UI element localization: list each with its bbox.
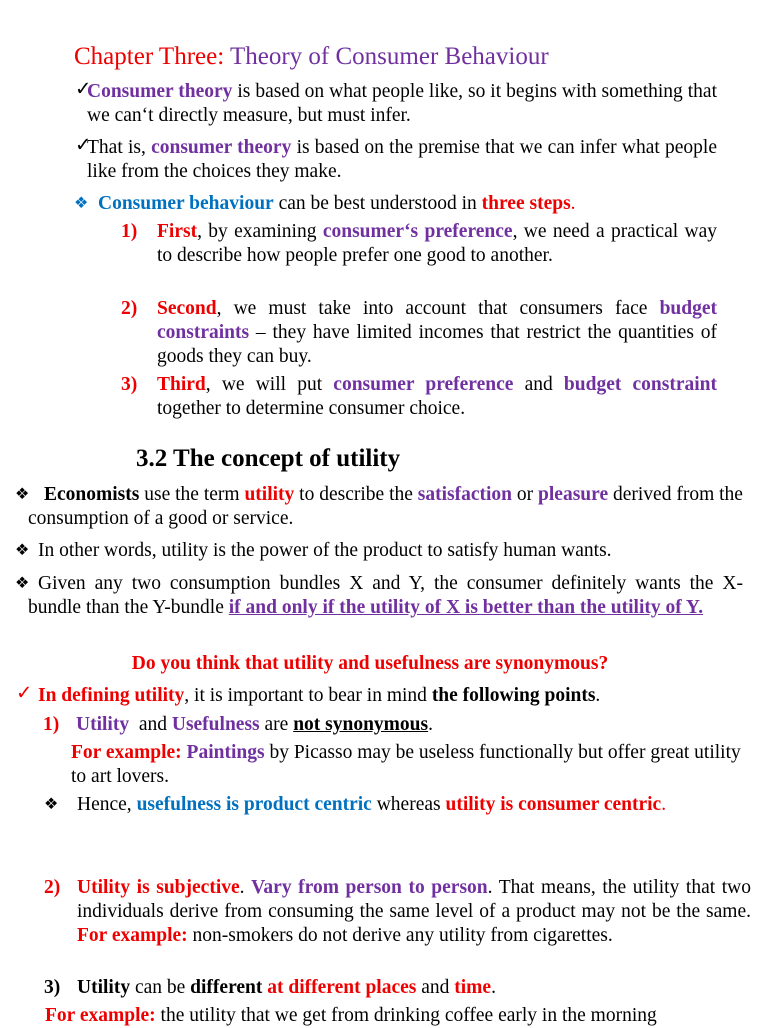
step-word: Second xyxy=(157,298,217,319)
example-3 xyxy=(45,1004,755,1028)
step-number: 3) xyxy=(121,374,138,395)
bullet-text: Given any two consumption bundles X and Y, the consumer definitely wants the X-bundle than the Y-bundle xyxy=(28,573,743,618)
term-pleasure: pleasure xyxy=(538,484,609,505)
point-text: can be xyxy=(130,977,191,998)
step-term: consumer‘s preference xyxy=(322,221,513,242)
term-usefulness: Usefulness xyxy=(171,714,260,735)
point-number: 2) xyxy=(44,877,61,898)
example-label: For example: xyxy=(45,1005,156,1026)
intro-text-3-end: . xyxy=(570,193,576,214)
term-different-places: at different places xyxy=(267,977,417,998)
chapter-prefix: Chapter Three: xyxy=(74,43,225,70)
example-text: by Picasso may be useless functionally but offer great utility to art lovers. xyxy=(71,742,741,787)
step-text: , we need a practical way to describe how people prefer one good to another. xyxy=(157,221,717,266)
emphasis-iff-utility: if and only if the utility of X is better than the utility of Y. xyxy=(228,597,704,618)
point-text: non-smokers do not derive any utility from cigarettes. xyxy=(187,925,613,946)
intro-paragraph-1 xyxy=(75,79,717,128)
checkmark-icon: ✓ xyxy=(75,79,92,100)
point-text: . xyxy=(239,877,252,898)
bullet-text: to describe the xyxy=(294,484,418,505)
point-1 xyxy=(43,713,746,737)
term-different: different xyxy=(190,977,263,998)
step-text: together to determine consumer choice. xyxy=(157,398,466,419)
term-utility: Utility xyxy=(76,714,130,735)
bullet-3 xyxy=(15,572,743,620)
step-2 xyxy=(121,297,717,369)
term-utility: utility xyxy=(244,484,295,505)
bullet-text: In other words, utility is the power of the product to satisfy human wants. xyxy=(38,540,612,561)
point-text: and xyxy=(416,977,455,998)
step-3 xyxy=(121,373,717,421)
point-3 xyxy=(44,976,751,1000)
diamond-bullet-icon: ❖ xyxy=(15,542,30,559)
intro-text-2a: That is, xyxy=(87,137,152,158)
term-consumer-theory: Consumer theory xyxy=(87,81,233,102)
section-heading: 3.2 The concept of utility xyxy=(136,445,401,472)
term-paintings: Paintings xyxy=(181,742,265,763)
hence-text-end: . xyxy=(661,794,667,815)
term-defining-utility: In defining utility xyxy=(38,685,185,706)
example-text: the utility that we get from drinking coffee early in the morning xyxy=(155,1005,657,1026)
defining-text: , it is important to bear in mind xyxy=(184,685,432,706)
example-1 xyxy=(71,741,746,789)
intro-text-2b: is based on the premise that we can infer what people like from the choices they make. xyxy=(87,137,717,182)
example-label: For example: xyxy=(77,925,188,946)
defining-text-end: . xyxy=(595,685,601,706)
step-term: budget constraints xyxy=(157,298,717,343)
hence-text: whereas xyxy=(371,794,446,815)
defining-utility xyxy=(16,683,743,708)
step-word: Third xyxy=(157,374,206,395)
term-three-steps: three steps xyxy=(481,193,571,214)
term-satisfaction: satisfaction xyxy=(417,484,513,505)
term-utility-subjective: Utility is subjective xyxy=(77,877,240,898)
step-number: 1) xyxy=(121,221,138,242)
diamond-bullet-icon: ❖ xyxy=(44,796,59,813)
term-following-points: the following points xyxy=(431,685,596,706)
point-text: . That means, the utility that two individuals derive from consuming the same level of a product may not be the same. xyxy=(77,877,751,922)
step-text: and xyxy=(513,374,564,395)
step-text: , we will put xyxy=(205,374,334,395)
point-text: are xyxy=(259,714,294,735)
bullet-text: or xyxy=(512,484,539,505)
term-vary-person: Vary from person to person xyxy=(251,877,488,898)
chapter-title xyxy=(74,42,549,72)
checkmark-icon: ✓ xyxy=(16,683,33,704)
term-consumer-theory-2: consumer theory xyxy=(151,137,292,158)
term-economists: Economists xyxy=(44,484,140,505)
diamond-bullet-icon: ❖ xyxy=(15,486,30,503)
diamond-bullet-icon: ❖ xyxy=(15,575,30,592)
step-1 xyxy=(121,220,717,268)
step-text: , we must take into account that consumers face xyxy=(216,298,660,319)
hence-text: Hence, xyxy=(77,794,137,815)
term-not-synonymous: not synonymous xyxy=(293,714,429,735)
term-usefulness-product-centric: usefulness is product centric xyxy=(136,794,372,815)
step-text: , by examining xyxy=(197,221,323,242)
step-term: consumer preference xyxy=(333,374,514,395)
step-word: First xyxy=(157,221,198,242)
point-2 xyxy=(44,876,751,948)
step-text: – they have limited incomes that restrict the quantities of goods they can buy. xyxy=(157,322,717,367)
bullet-2 xyxy=(15,539,743,563)
bullet-text: derived from the consumption of a good or service. xyxy=(28,484,743,529)
point-text-end: . xyxy=(428,714,433,735)
step-number: 2) xyxy=(121,298,138,319)
point-text: and xyxy=(129,714,172,735)
point-number: 3) xyxy=(44,977,61,998)
term-time: time xyxy=(454,977,492,998)
bullet-text: use the term xyxy=(139,484,245,505)
example-label: For example: xyxy=(71,742,182,763)
diamond-bullet-icon: ❖ xyxy=(74,195,89,212)
point-number: 1) xyxy=(43,714,60,735)
intro-paragraph-2 xyxy=(75,135,717,184)
term-utility-consumer-centric: utility is consumer centric xyxy=(445,794,662,815)
bullet-1 xyxy=(15,483,743,531)
step-term-2: budget constraint xyxy=(563,374,717,395)
term-utility: Utility xyxy=(77,977,131,998)
hence-statement xyxy=(44,793,744,817)
checkmark-icon: ✓ xyxy=(75,135,92,156)
term-consumer-behaviour: Consumer behaviour xyxy=(98,193,274,214)
intro-paragraph-3 xyxy=(74,192,718,216)
point-text-end: . xyxy=(491,977,496,998)
intro-text-1: is based on what people like, so it begins with something that we can‘t directly measure, but must infer. xyxy=(87,81,717,126)
intro-text-3: can be best understood in xyxy=(273,193,482,214)
chapter-name: Theory of Consumer Behaviour xyxy=(229,43,549,70)
question: Do you think that utility and usefulness are synonymous? xyxy=(131,653,609,674)
